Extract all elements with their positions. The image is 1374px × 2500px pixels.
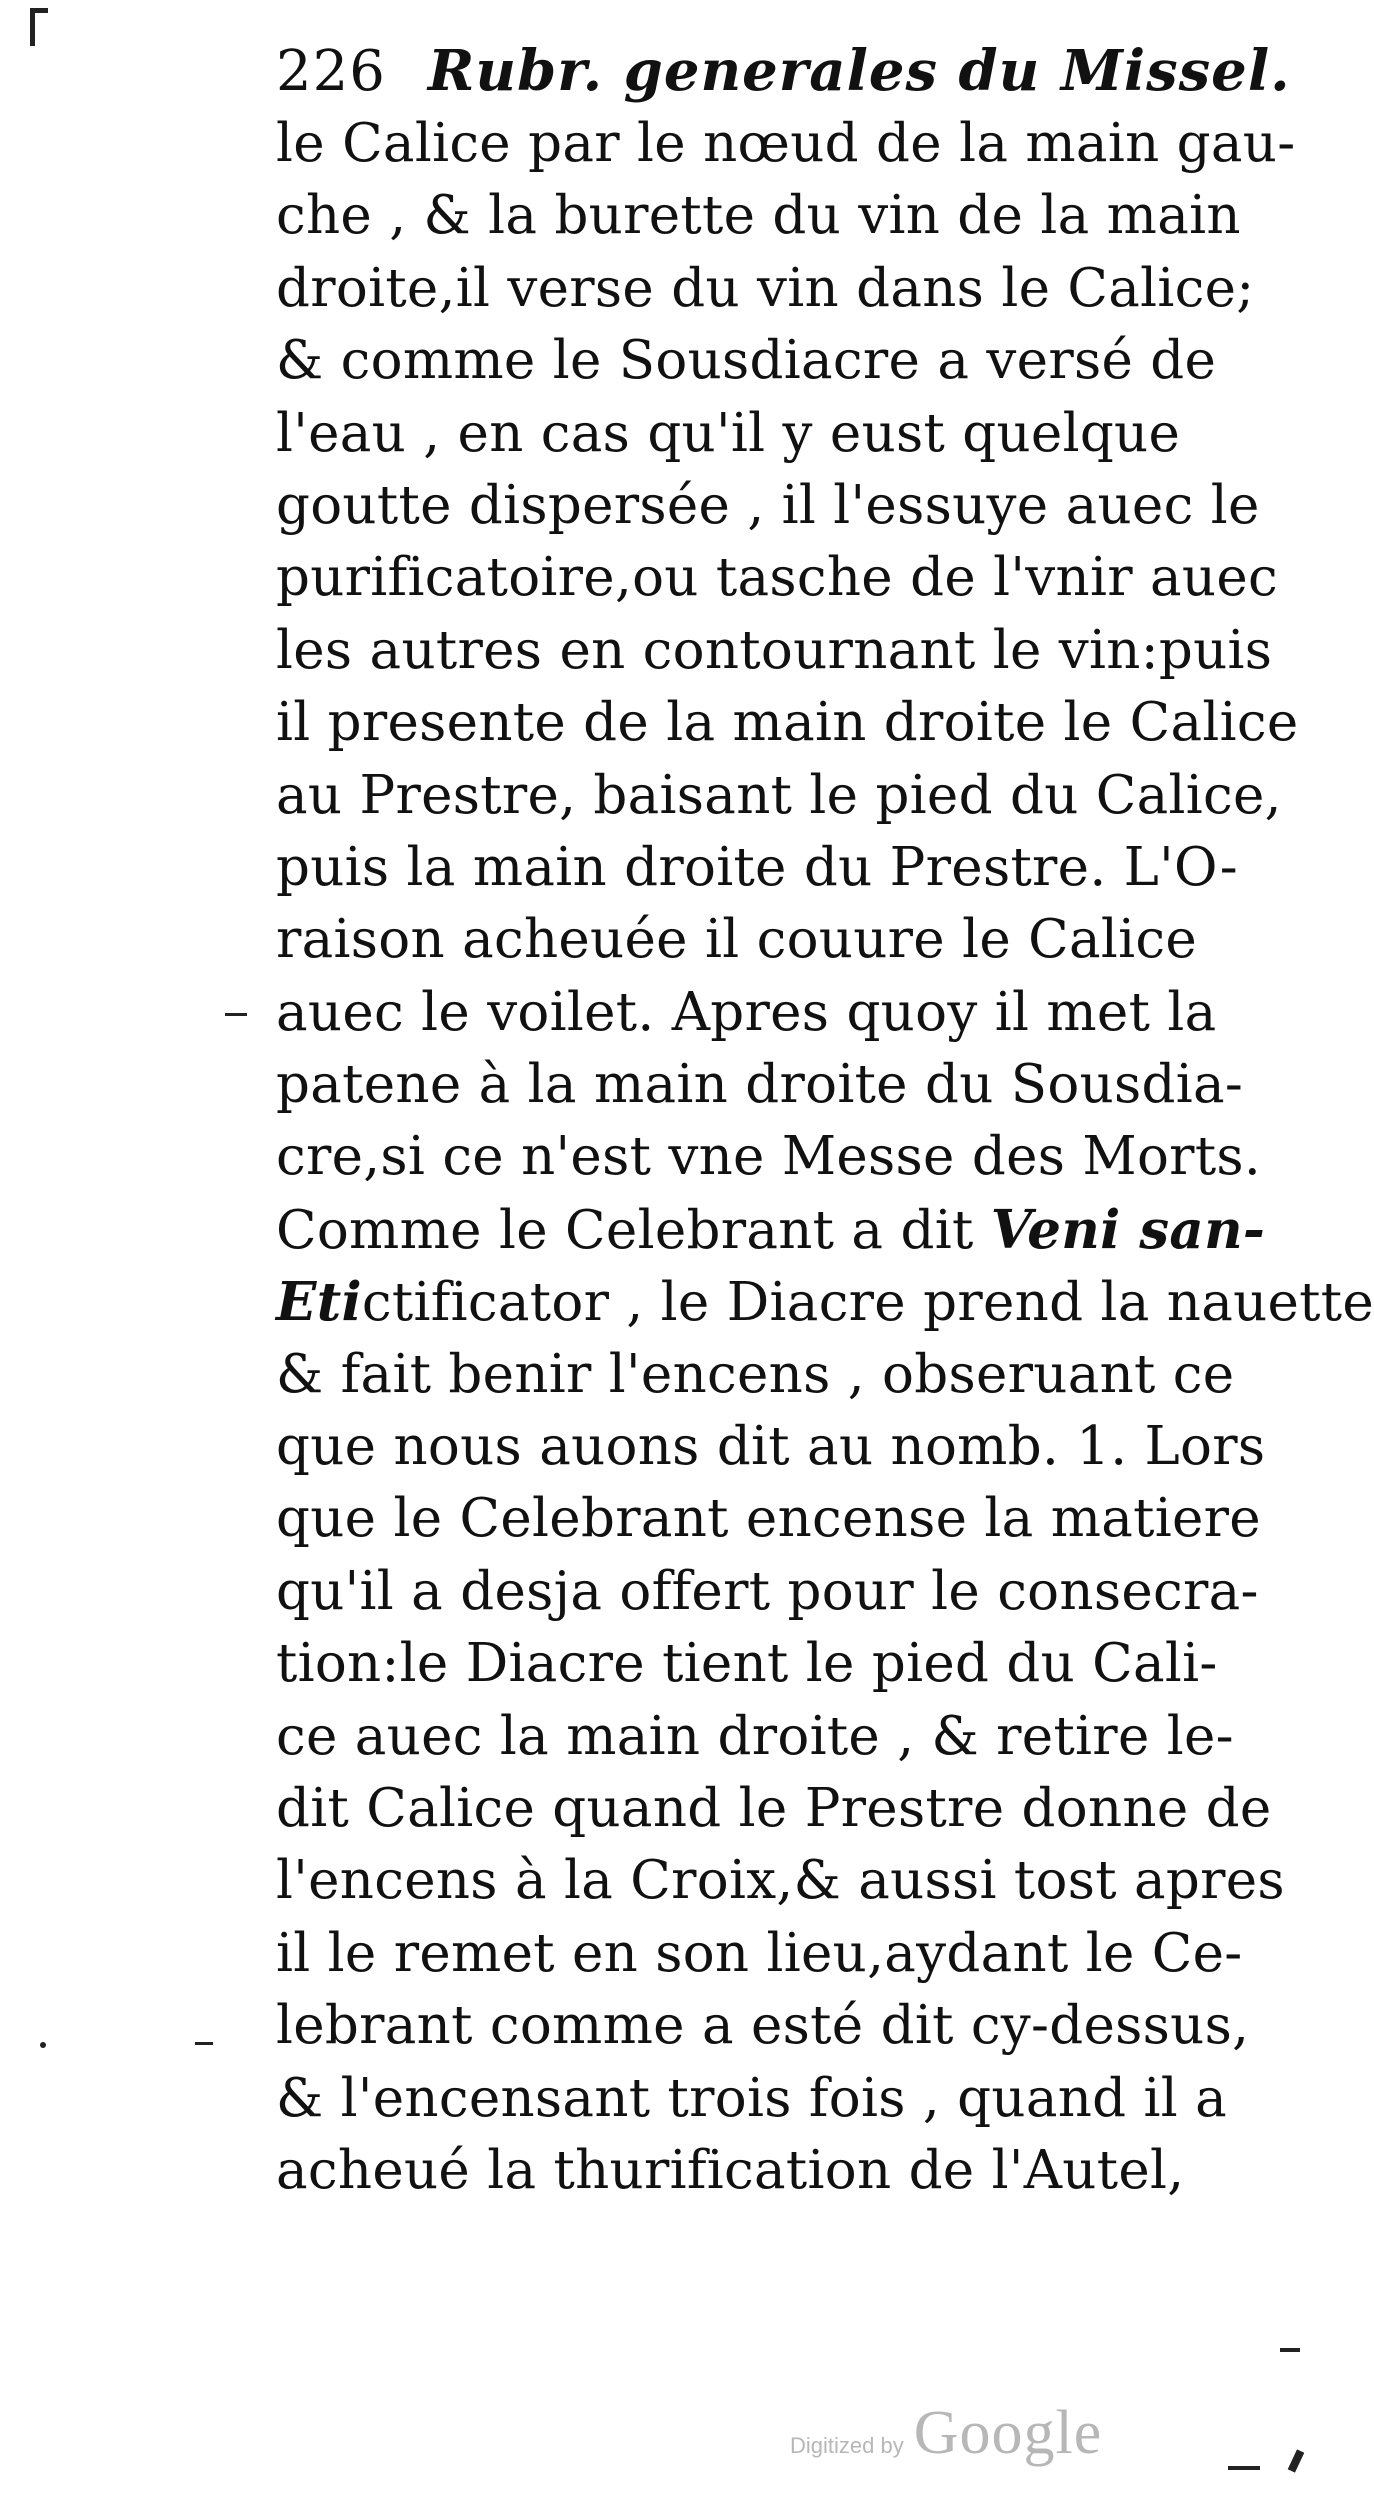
text-line: patene à la main droite du Sousdia- xyxy=(276,1054,1244,1116)
text-segment: Comme le Celebrant a dit xyxy=(276,1199,991,1261)
italic-phrase: Veni san- xyxy=(990,1198,1266,1261)
text-line: l'eau , en cas qu'il y eust quelque xyxy=(276,402,1181,464)
text-line: che , & la burette du vin de la main xyxy=(276,185,1241,247)
running-head xyxy=(276,36,1291,106)
text-line: l'encens à la Croix,& aussi tost apres xyxy=(276,1850,1285,1912)
text-line: cre,si ce n'est vne Messe des Morts. xyxy=(276,1126,1262,1188)
scan-dash xyxy=(1288,2449,1305,2472)
text-line-with-italic xyxy=(276,1266,1374,1338)
digitized-by-google-watermark xyxy=(790,2398,1102,2469)
text-line: il le remet en son lieu,aydant le Ce- xyxy=(276,1922,1243,1984)
text-line-with-italic xyxy=(276,1194,1266,1266)
text-line: & comme le Sousdiacre a versé de xyxy=(276,330,1217,392)
text-line: & fait benir l'encens , obseruant ce xyxy=(276,1343,1235,1405)
running-title: Rubr. generales du Missel. xyxy=(427,38,1291,104)
text-line: qu'il a desja offert pour le consecra- xyxy=(276,1560,1259,1622)
text-line: lebrant comme a esté dit cy-dessus, xyxy=(276,1995,1250,2057)
text-line: le Calice par le nœud de la main gau- xyxy=(276,113,1296,174)
text-line: acheué la thurification de l'Autel, xyxy=(276,2139,1185,2201)
text-segment: ctificator , le Diacre prend la nauette xyxy=(361,1272,1374,1334)
italic-phrase-continuation: Eti xyxy=(276,1271,362,1334)
text-line: & l'encensant trois fois , quand il a xyxy=(276,2067,1228,2129)
text-line: goutte dispersée , il l'essuye auec le xyxy=(276,474,1260,536)
text-line: les autres en contournant le vin:puis xyxy=(276,619,1273,681)
text-line: que le Celebrant encense la matiere xyxy=(276,1488,1261,1550)
body-text xyxy=(276,108,1374,2207)
text-line: tion:le Diacre tient le pied du Cali- xyxy=(276,1633,1218,1695)
text-line: ce auec la main droite , & retire le- xyxy=(276,1705,1234,1767)
text-line: au Prestre, baisant le pied du Calice, xyxy=(276,764,1282,826)
scan-corner-mark xyxy=(30,8,48,13)
google-logo: Google xyxy=(913,2399,1103,2467)
text-line: raison acheuée il couure le Calice xyxy=(276,909,1198,971)
text-line: dit Calice quand le Prestre donne de xyxy=(276,1777,1272,1839)
text-line: que nous auons dit au nomb. 1. Lors xyxy=(276,1416,1266,1478)
text-line: il presente de la main droite le Calice xyxy=(276,692,1299,754)
page-number: 226 xyxy=(276,39,386,104)
scan-dash xyxy=(225,1013,247,1016)
scan-corner-mark xyxy=(30,8,35,46)
scan-dash xyxy=(1280,2348,1300,2352)
scan-dash xyxy=(1228,2466,1260,2470)
text-line: purificatoire,ou tasche de l'vnir auec xyxy=(276,547,1278,609)
watermark-prefix: Digitized by xyxy=(790,2433,904,2458)
text-line: auec le voilet. Apres quoy il met la xyxy=(276,981,1217,1043)
text-line: droite,il verse du vin dans le Calice; xyxy=(276,257,1255,319)
text-line: puis la main droite du Prestre. L'O- xyxy=(276,836,1238,898)
scan-dot xyxy=(40,2042,46,2048)
scan-dash xyxy=(195,2042,213,2045)
